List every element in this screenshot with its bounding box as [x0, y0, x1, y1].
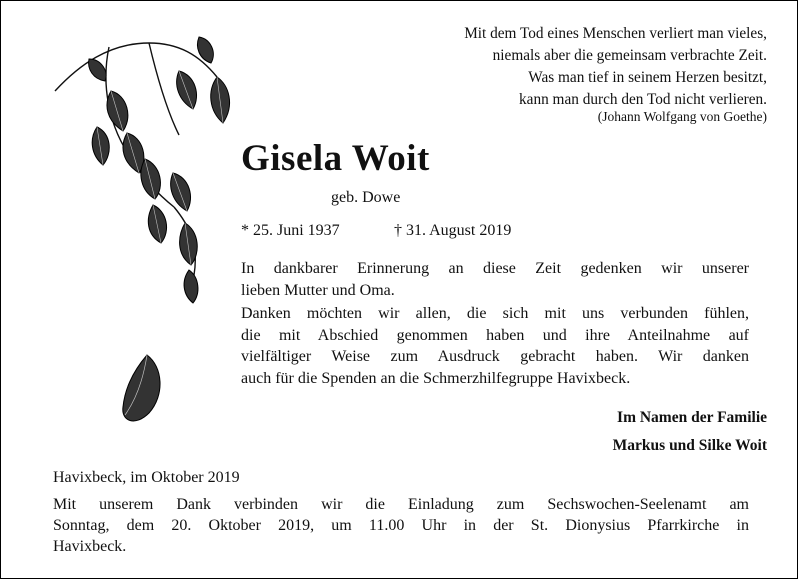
- quote-author: (Johann Wolfgang von Goethe): [597, 109, 767, 124]
- maiden-name: geb. Dowe: [331, 189, 401, 206]
- paragraph-line: die mit Abschied genommen haben und ihre Anteilnahme auf: [241, 326, 749, 344]
- paragraph-line: In dankbarer Erinnerung an diese Zeit gedenken wir unserer: [241, 260, 749, 277]
- remembrance-paragraph: [241, 258, 749, 301]
- paragraph-line: Mit unserem Dank verbinden wir die Einladung zum Sechswochen-Seelenamt am: [53, 496, 749, 513]
- quote-line: kann man durch den Tod nicht verlieren.: [519, 91, 767, 108]
- paragraph-line: vielfältiger Weise zum Ausdruck gebracht haben. Wir danken: [241, 348, 749, 365]
- deceased-name: Gisela Woit: [241, 138, 430, 179]
- memorial-quote: [347, 23, 767, 111]
- quote-line: Mit dem Tod eines Menschen verliert man vieles,: [464, 25, 767, 42]
- quote-line: Was man tief in seinem Herzen besitzt,: [528, 69, 767, 86]
- birth-date: * 25. Juni 1937: [241, 222, 340, 239]
- paragraph-line: Havixbeck.: [53, 538, 127, 555]
- memorial-mass-invitation: [53, 494, 749, 557]
- paragraph-line: lieben Mutter und Oma.: [241, 281, 395, 299]
- paragraph-line: auch für die Spenden an die Schmerzhilfegruppe Havixbeck.: [241, 369, 631, 387]
- signature-line-1: Im Namen der Familie: [617, 409, 767, 426]
- falling-leaf-illustration: [113, 351, 173, 431]
- paragraph-line: Sonntag, dem 20. Oktober 2019, um 11.00 Uhr in der St. Dionysius Pfarrkirche in: [53, 517, 749, 534]
- paragraph-line: Danken möchten wir allen, die sich mit uns verbunden fühlen,: [241, 305, 749, 322]
- death-date: † 31. August 2019: [394, 222, 512, 239]
- place-and-date: Havixbeck, im Oktober 2019: [53, 469, 240, 486]
- quote-line: niemals aber die gemeinsam verbrachte Zeit.: [492, 47, 767, 64]
- thanks-paragraph: [241, 303, 749, 389]
- birch-branch-illustration: [49, 25, 239, 315]
- signature-line-2: Markus und Silke Woit: [612, 437, 767, 454]
